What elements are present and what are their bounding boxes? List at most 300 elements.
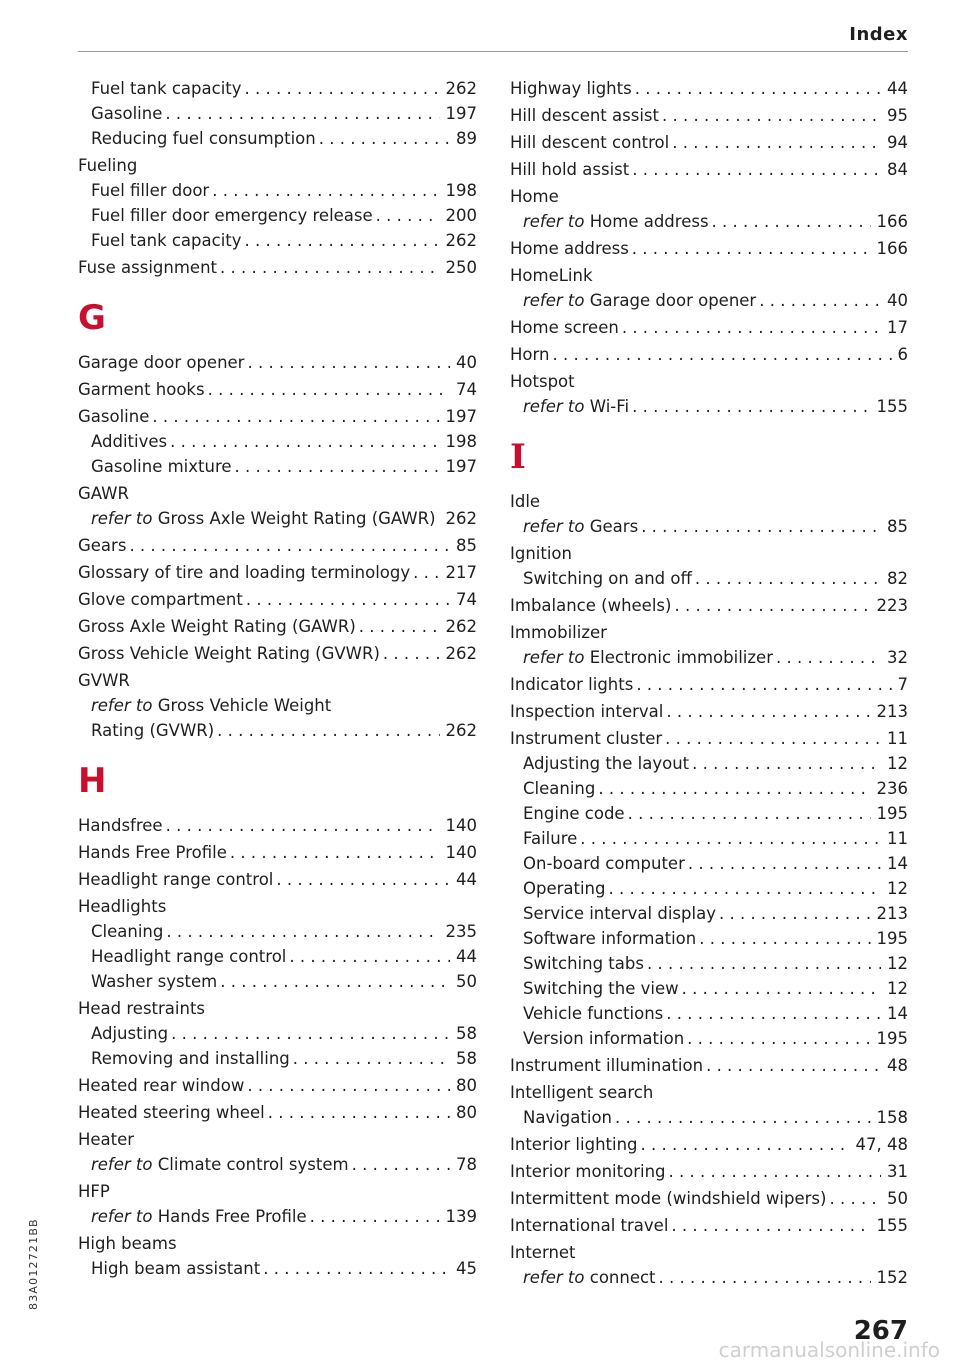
index-entry <box>510 184 908 209</box>
entry-text: Software information <box>523 929 697 948</box>
index-entry <box>510 236 908 261</box>
entry-page-ref[interactable]: 78 <box>456 1155 477 1174</box>
entry-label <box>523 876 606 901</box>
index-entry <box>78 614 477 639</box>
entry-text: Operating <box>523 879 606 898</box>
entry-page-ref[interactable]: 12 <box>887 754 908 773</box>
entry-label <box>91 228 242 253</box>
entry-label <box>510 620 607 645</box>
index-subentry <box>510 1265 908 1290</box>
entry-text: Garage door opener <box>78 353 245 372</box>
index-subentry <box>78 1204 477 1229</box>
entry-page-ref[interactable]: 197 <box>445 407 477 426</box>
entry-text: HFP <box>78 1182 110 1201</box>
entry-text: Electronic immobilizer <box>589 648 773 667</box>
index-subentry <box>510 851 908 876</box>
dot-leader <box>166 813 440 838</box>
index-entry <box>78 153 477 178</box>
entry-text: Cleaning <box>523 779 596 798</box>
dot-leader <box>636 672 891 697</box>
entry-page-ref[interactable]: 152 <box>876 1268 908 1287</box>
dot-leader <box>671 1213 870 1238</box>
entry-page-ref[interactable]: 198 <box>445 432 477 451</box>
entry-page-ref[interactable]: 6 <box>897 345 908 364</box>
entry-text: Head restraints <box>78 999 206 1018</box>
index-entry <box>78 255 477 280</box>
page-header-title: Index <box>849 24 908 45</box>
entry-text: Ignition <box>510 544 572 563</box>
entry-text: HomeLink <box>510 266 593 285</box>
entry-label <box>510 1186 826 1211</box>
entry-text: On-board computer <box>523 854 685 873</box>
index-subentry <box>510 876 908 901</box>
dot-leader <box>669 1159 881 1184</box>
index-entry <box>78 350 477 375</box>
entry-page-ref[interactable]: 223 <box>876 596 908 615</box>
entry-text: Inspection interval <box>510 702 664 721</box>
entry-page-ref[interactable]: 155 <box>876 1216 908 1235</box>
entry-page-ref[interactable]: 197 <box>445 104 477 123</box>
dot-leader <box>171 1021 450 1046</box>
entry-page-ref[interactable]: 44 <box>887 79 908 98</box>
dot-leader <box>166 919 439 944</box>
dot-leader <box>687 1026 870 1051</box>
dot-leader <box>217 718 439 743</box>
entry-page-ref[interactable]: 262 <box>445 509 477 528</box>
entry-text: GVWR <box>78 671 130 690</box>
entry-text: Gasoline <box>78 407 150 426</box>
entry-text: Hands Free Profile <box>157 1207 307 1226</box>
entry-page-ref[interactable]: 262 <box>445 617 477 636</box>
entry-page-ref[interactable]: 50 <box>456 972 477 991</box>
entry-text: Hotspot <box>510 372 575 391</box>
index-entry <box>78 1231 477 1256</box>
entry-page-ref[interactable]: 195 <box>876 1029 908 1048</box>
index-entry <box>510 593 908 618</box>
entry-page-ref[interactable]: 11 <box>887 729 908 748</box>
dot-leader <box>712 209 871 234</box>
index-entry <box>78 996 477 1021</box>
entry-page-ref[interactable]: 155 <box>876 397 908 416</box>
entry-text: Heated steering wheel <box>78 1103 265 1122</box>
entry-page-ref[interactable]: 50 <box>887 1189 908 1208</box>
dot-leader <box>152 404 439 429</box>
refer-to-label: refer to <box>91 1155 153 1174</box>
dot-leader <box>615 1105 871 1130</box>
dot-leader <box>759 288 881 313</box>
index-entry <box>510 103 908 128</box>
entry-page-ref[interactable]: 200 <box>445 206 477 225</box>
entry-page-ref[interactable]: 236 <box>876 779 908 798</box>
entry-page-ref[interactable]: 166 <box>876 212 908 231</box>
entry-text: Fuel tank capacity <box>91 79 242 98</box>
entry-page-ref[interactable]: 262 <box>445 644 477 663</box>
entry-label <box>91 718 214 743</box>
entry-text: Removing and installing <box>91 1049 290 1068</box>
entry-text: Home <box>510 187 559 206</box>
entry-page-ref[interactable]: 140 <box>445 816 477 835</box>
entry-label <box>523 566 692 591</box>
entry-page-ref[interactable]: 262 <box>445 79 477 98</box>
dot-leader <box>641 514 881 539</box>
dot-leader <box>352 1152 450 1177</box>
index-entry <box>78 587 477 612</box>
index-entry <box>510 1080 908 1105</box>
index-entry <box>78 1073 477 1098</box>
entry-page-ref[interactable]: 140 <box>445 843 477 862</box>
entry-page-ref[interactable]: 195 <box>876 804 908 823</box>
entry-text: Instrument cluster <box>510 729 663 748</box>
page-number: 267 <box>853 1316 908 1346</box>
entry-text: Adjusting <box>91 1024 169 1043</box>
entry-label <box>523 1001 663 1026</box>
index-entry <box>78 668 477 693</box>
entry-page-ref[interactable]: 12 <box>887 954 908 973</box>
entry-label <box>510 672 633 697</box>
refer-to-label: refer to <box>523 397 585 416</box>
dot-leader <box>719 901 871 926</box>
entry-text: Hands Free Profile <box>78 843 227 862</box>
entry-label <box>78 1231 177 1256</box>
index-entry <box>510 76 908 101</box>
entry-page-ref[interactable]: 74 <box>456 380 477 399</box>
entry-label <box>510 593 671 618</box>
entry-text: High beams <box>78 1234 177 1253</box>
dot-leader <box>552 342 891 367</box>
dot-leader <box>276 867 450 892</box>
entry-text: Switching on and off <box>523 569 692 588</box>
index-subentry <box>510 209 908 234</box>
dot-leader <box>289 944 450 969</box>
entry-page-ref[interactable]: 58 <box>456 1049 477 1068</box>
index-subentry <box>78 429 477 454</box>
entry-page-ref[interactable]: 7 <box>897 675 908 694</box>
index-entry <box>510 1213 908 1238</box>
watermark: carmanualsonline.info <box>718 1338 940 1362</box>
entry-text: Glove compartment <box>78 590 243 609</box>
entry-page-ref[interactable]: 17 <box>887 318 908 337</box>
index-entry <box>510 1159 908 1184</box>
entry-page-ref[interactable]: 213 <box>876 702 908 721</box>
entry-label <box>510 1053 703 1078</box>
entry-text: Hill descent control <box>510 133 670 152</box>
entry-text: Fuel tank capacity <box>91 231 242 250</box>
index-subentry <box>510 645 908 670</box>
entry-text: Fuel filler door emergency release <box>91 206 373 225</box>
refer-to-label: refer to <box>523 517 585 536</box>
entry-label <box>523 826 577 851</box>
entry-label <box>523 394 629 419</box>
entry-text: Additives <box>91 432 168 451</box>
dot-leader <box>699 926 870 951</box>
index-subentry <box>510 926 908 951</box>
entry-page-ref[interactable]: 250 <box>445 258 477 277</box>
entry-label <box>523 751 689 776</box>
dot-leader <box>688 851 881 876</box>
dot-leader <box>245 228 440 253</box>
entry-label <box>91 919 163 944</box>
entry-label <box>78 641 380 666</box>
entry-text: Glossary of tire and loading terminology <box>78 563 411 582</box>
dot-leader <box>310 1204 440 1229</box>
entry-page-ref[interactable]: 262 <box>445 721 477 740</box>
refer-to-label: refer to <box>91 509 153 528</box>
refer-to-label: refer to <box>523 291 585 310</box>
entry-label <box>78 587 243 612</box>
entry-label <box>78 813 163 838</box>
entry-page-ref[interactable]: 82 <box>887 569 908 588</box>
entry-label <box>78 533 126 558</box>
entry-label <box>523 514 638 539</box>
entry-text: Rating (GVWR) <box>91 721 215 740</box>
index-entry <box>78 481 477 506</box>
entry-page-ref[interactable]: 58 <box>456 1024 477 1043</box>
entry-page-ref[interactable]: 198 <box>445 181 477 200</box>
dot-leader <box>220 255 439 280</box>
index-entry <box>78 533 477 558</box>
entry-text: Switching tabs <box>523 954 644 973</box>
entry-text: Gross Vehicle Weight Rating (GVWR) <box>78 644 380 663</box>
entry-label <box>78 1127 134 1152</box>
index-subentry <box>78 101 477 126</box>
entry-page-ref[interactable]: 213 <box>876 904 908 923</box>
index-entry <box>510 263 908 288</box>
entry-page-ref[interactable]: 235 <box>445 922 477 941</box>
entry-text: Home address <box>589 212 709 231</box>
entry-label <box>523 776 595 801</box>
entry-text: Internet <box>510 1243 576 1262</box>
entry-page-ref[interactable]: 11 <box>887 829 908 848</box>
entry-text: Intelligent search <box>510 1083 654 1102</box>
entry-text: Garment hooks <box>78 380 205 399</box>
entry-label <box>510 157 629 182</box>
dot-leader <box>439 506 440 531</box>
entry-text: Immobilizer <box>510 623 607 642</box>
index-entry <box>510 157 908 182</box>
dot-leader <box>383 641 440 666</box>
entry-label <box>78 996 205 1021</box>
entry-label <box>510 541 572 566</box>
entry-page-ref[interactable]: 31 <box>887 1162 908 1181</box>
dot-leader <box>580 826 881 851</box>
entry-label <box>91 76 242 101</box>
entry-page-ref[interactable]: 44 <box>456 870 477 889</box>
index-subentry <box>510 976 908 1001</box>
entry-page-ref[interactable]: 44 <box>456 947 477 966</box>
entry-text: Engine code <box>523 804 625 823</box>
entry-page-ref[interactable]: 40 <box>456 353 477 372</box>
entry-text: Gasoline <box>91 104 163 123</box>
entry-label <box>78 1100 265 1125</box>
entry-text: Reducing fuel consumption <box>91 129 316 148</box>
index-subentry <box>78 1046 477 1071</box>
dot-leader <box>293 1046 450 1071</box>
entry-text: Washer system <box>91 972 218 991</box>
index-column-right <box>510 76 908 1290</box>
entry-page-ref[interactable]: 48 <box>887 1056 908 1075</box>
index-subentry <box>510 751 908 776</box>
entry-page-ref[interactable]: 262 <box>445 231 477 250</box>
entry-text: Gears <box>589 517 639 536</box>
entry-label <box>78 350 244 375</box>
entry-label <box>78 614 356 639</box>
entry-page-ref[interactable]: 85 <box>887 517 908 536</box>
entry-label <box>510 263 593 288</box>
dot-leader <box>609 876 882 901</box>
dot-leader <box>170 429 439 454</box>
entry-text: Gasoline mixture <box>91 457 232 476</box>
entry-label <box>91 1021 168 1046</box>
dot-leader <box>220 969 450 994</box>
index-subentry <box>510 801 908 826</box>
index-subentry <box>78 718 477 743</box>
entry-label <box>91 203 373 228</box>
entry-text: Horn <box>510 345 550 364</box>
index-subentry <box>510 1001 908 1026</box>
entry-page-ref[interactable]: 217 <box>445 563 477 582</box>
dot-leader <box>632 236 871 261</box>
entry-page-ref[interactable]: 195 <box>876 929 908 948</box>
index-subentry <box>78 203 477 228</box>
entry-label <box>510 103 659 128</box>
dot-leader <box>235 454 440 479</box>
index-subentry <box>510 901 908 926</box>
dot-leader <box>413 560 439 585</box>
index-subentry <box>510 1105 908 1130</box>
entry-page-ref[interactable]: 95 <box>887 106 908 125</box>
entry-text: Home address <box>510 239 629 258</box>
entry-label <box>510 130 669 155</box>
entry-label <box>78 377 205 402</box>
refer-to-label: refer to <box>523 1268 585 1287</box>
entry-page-ref[interactable]: 12 <box>887 879 908 898</box>
dot-leader <box>632 157 881 182</box>
entry-page-ref[interactable]: 14 <box>887 1004 908 1023</box>
entry-label <box>91 429 167 454</box>
entry-label <box>78 1073 244 1098</box>
entry-text: Heater <box>78 1130 135 1149</box>
entry-text: Home screen <box>510 318 619 337</box>
entry-page-ref[interactable]: 84 <box>887 160 908 179</box>
entry-label <box>523 901 716 926</box>
index-subentry <box>510 951 908 976</box>
entry-text: GAWR <box>78 484 129 503</box>
entry-label <box>510 1132 638 1157</box>
entry-label <box>510 1080 653 1105</box>
index-subentry <box>510 394 908 419</box>
entry-page-ref[interactable]: 14 <box>887 854 908 873</box>
entry-text: Gross Axle Weight Rating (GAWR) <box>78 617 356 636</box>
entry-page-ref[interactable]: 197 <box>445 457 477 476</box>
entry-label <box>78 1179 110 1204</box>
index-entry <box>510 1186 908 1211</box>
dot-leader <box>672 130 881 155</box>
entry-label <box>78 404 149 429</box>
entry-page-ref[interactable]: 74 <box>456 590 477 609</box>
index-entry <box>510 1053 908 1078</box>
dot-leader <box>165 101 439 126</box>
entry-text: Imbalance (wheels) <box>510 596 672 615</box>
dot-leader <box>662 103 881 128</box>
dot-leader <box>319 126 450 151</box>
entry-label <box>91 101 162 126</box>
entry-label <box>510 76 632 101</box>
entry-text: Headlights <box>78 897 167 916</box>
entry-text: Headlight range control <box>91 947 287 966</box>
dot-leader <box>212 178 439 203</box>
dot-leader <box>230 840 440 865</box>
dot-leader <box>706 1053 881 1078</box>
entry-label <box>510 1213 668 1238</box>
entry-label <box>523 209 709 234</box>
dot-leader <box>628 801 871 826</box>
entry-page-ref[interactable]: 80 <box>456 1103 477 1122</box>
entry-text: Hill descent assist <box>510 106 659 125</box>
entry-label <box>91 1256 260 1281</box>
entry-page-ref[interactable]: 139 <box>445 1207 477 1226</box>
entry-page-ref[interactable]: 89 <box>456 129 477 148</box>
entry-page-ref[interactable]: 94 <box>887 133 908 152</box>
index-entry <box>510 369 908 394</box>
index-entry <box>78 867 477 892</box>
entry-page-ref[interactable]: 85 <box>456 536 477 555</box>
entry-label <box>523 1026 684 1051</box>
index-subentry <box>78 454 477 479</box>
index-subentry <box>78 126 477 151</box>
entry-text: Interior monitoring <box>510 1162 666 1181</box>
entry-label <box>510 1159 666 1184</box>
index-entry <box>78 894 477 919</box>
entry-page-ref[interactable]: 40 <box>887 291 908 310</box>
entry-label <box>91 454 232 479</box>
entry-text: Vehicle functions <box>523 1004 664 1023</box>
entry-label <box>91 1046 290 1071</box>
entry-page-ref[interactable]: 12 <box>887 979 908 998</box>
entry-page-ref[interactable]: 32 <box>887 648 908 667</box>
entry-page-ref[interactable]: 166 <box>876 239 908 258</box>
entry-page-ref[interactable]: 80 <box>456 1076 477 1095</box>
entry-text: Interior lighting <box>510 1135 638 1154</box>
index-subentry <box>78 1152 477 1177</box>
entry-text: Failure <box>523 829 578 848</box>
dot-leader <box>359 614 440 639</box>
entry-page-ref[interactable]: 47, 48 <box>855 1135 908 1154</box>
entry-label <box>78 668 130 693</box>
dot-leader <box>666 1001 881 1026</box>
index-entry <box>510 672 908 697</box>
index-entry <box>510 342 908 367</box>
dot-leader <box>622 315 881 340</box>
entry-label <box>523 1265 656 1290</box>
entry-label <box>510 726 662 751</box>
entry-text: Version information <box>523 1029 685 1048</box>
entry-page-ref[interactable]: 45 <box>456 1259 477 1278</box>
entry-label <box>510 489 540 514</box>
entry-label <box>510 699 663 724</box>
entry-page-ref[interactable]: 158 <box>876 1108 908 1127</box>
entry-label <box>78 153 137 178</box>
entry-label <box>523 288 756 313</box>
index-subentry <box>78 76 477 101</box>
entry-text: Idle <box>510 492 541 511</box>
index-entry <box>78 1127 477 1152</box>
index-subentry <box>510 514 908 539</box>
entry-text: Garage door opener <box>589 291 757 310</box>
index-entry <box>510 315 908 340</box>
entry-label <box>91 506 436 531</box>
index-entry <box>510 726 908 751</box>
index-subentry <box>78 178 477 203</box>
